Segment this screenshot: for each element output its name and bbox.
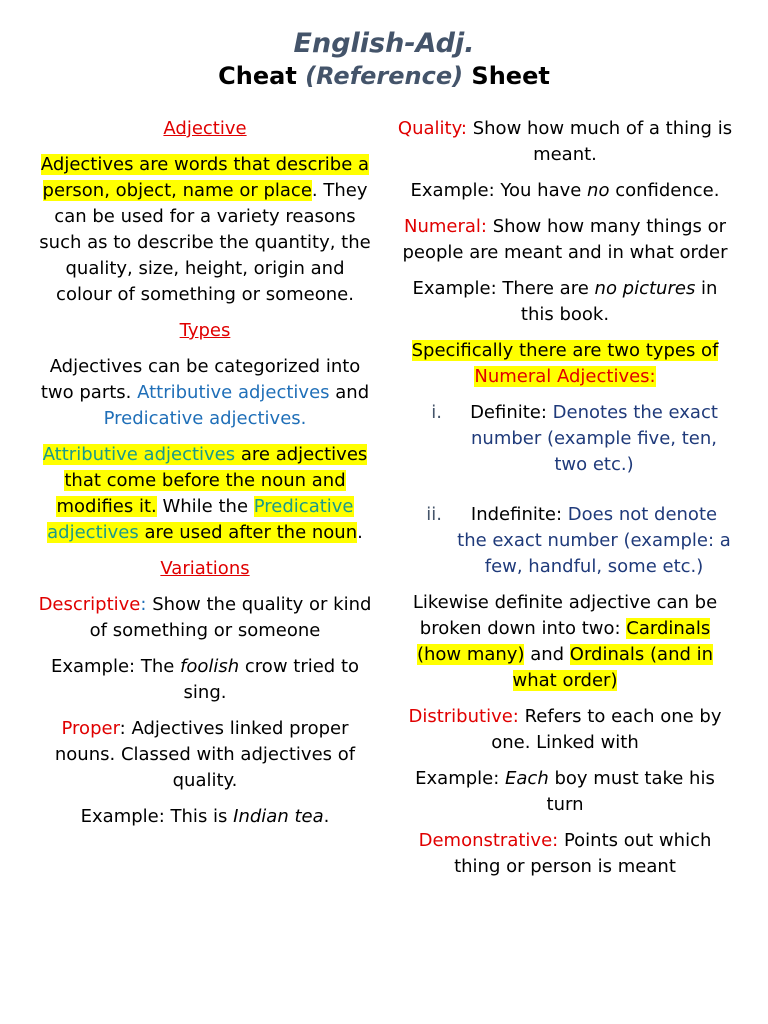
cardinals-highlight: Cardinals (how many)	[416, 618, 711, 665]
numeral-term: Numeral:	[403, 216, 487, 237]
right-column	[396, 116, 734, 890]
numeral-definition: Show how many things or people are meant and in what order	[402, 216, 728, 263]
distributive-example-b: boy must take his turn	[546, 768, 715, 815]
proper-definition: : Adjectives linked proper nouns. Classed with adjectives of quality.	[54, 718, 356, 791]
attributive-paragraph	[38, 442, 372, 546]
list-number: i.	[431, 402, 442, 423]
attributive-definition: are adjectives that come before the noun and modifies it.	[56, 444, 368, 517]
proper-paragraph	[38, 716, 372, 794]
proper-example-italic: Indian tea	[233, 806, 324, 827]
types-and: and	[329, 382, 370, 403]
list-label: Indefinite:	[470, 504, 568, 525]
predicative-definition: are used after the noun	[138, 522, 358, 543]
quality-example-b: confidence.	[609, 180, 720, 201]
list-description: Does not denote the exact number (example: a few, handful, some etc.)	[457, 504, 731, 577]
quality-paragraph	[396, 116, 734, 168]
descriptive-term: Descriptive	[38, 594, 141, 615]
numeral-example-b: in this book.	[520, 278, 718, 325]
proper-example	[38, 804, 372, 830]
predicative-term: Predicative adjectives	[103, 408, 301, 429]
subtitle-reference: (Reference)	[305, 62, 464, 90]
quality-example-a: Example: You have	[410, 180, 588, 201]
proper-example-a: Example: This is	[80, 806, 234, 827]
proper-example-b: .	[323, 806, 330, 827]
quality-example	[396, 178, 734, 204]
proper-term: Proper	[61, 718, 120, 739]
sheet-subtitle	[0, 60, 768, 92]
demonstrative-term: Demonstrative:	[418, 830, 559, 851]
adjective-heading: Adjective	[163, 118, 247, 139]
list-description: Denotes the exact number (example five, ten, two etc.)	[471, 402, 718, 475]
types-dot: .	[300, 408, 307, 429]
list-gap	[396, 488, 734, 502]
quality-definition: Show how much of a thing is meant.	[467, 118, 733, 165]
likewise-text: Likewise definite adjective can be broken down into two:	[412, 592, 718, 639]
ordinals-highlight: Ordinals (and in what order)	[512, 644, 714, 691]
specifically-paragraph	[396, 338, 734, 390]
demonstrative-definition: Points out which thing or person is meant	[454, 830, 712, 877]
adjective-definition	[38, 152, 372, 308]
descriptive-example	[38, 654, 372, 706]
distributive-example-a: Example:	[415, 768, 506, 789]
list-body	[454, 502, 734, 580]
list-item	[396, 502, 734, 580]
numeral-example-italic: no pictures	[594, 278, 696, 299]
left-column	[38, 116, 372, 840]
distributive-example-italic: Each	[505, 768, 549, 789]
descriptive-paragraph	[38, 592, 372, 644]
list-body	[454, 400, 734, 478]
descriptive-example-a: Example: The	[50, 656, 181, 677]
list-number: ii.	[426, 504, 442, 525]
adjective-definition-highlight: Adjectives are words that describe a person, object, name or place	[40, 154, 370, 201]
distributive-definition: Refers to each one by one. Linked with	[491, 706, 722, 753]
types-text: Adjectives can be categorized into two parts.	[40, 356, 361, 403]
subtitle-part-b: Sheet	[463, 62, 550, 90]
adjective-definition-rest: . They can be used for a variety reasons such as to describe the quantity, the quality, size, height, origin and colour of something or someone.	[39, 180, 371, 305]
quality-term: Quality:	[397, 118, 467, 139]
demonstrative-paragraph	[396, 828, 734, 880]
distributive-term: Distributive:	[408, 706, 519, 727]
types-paragraph	[38, 354, 372, 432]
numeral-example	[396, 276, 734, 328]
types-heading: Types	[179, 320, 231, 341]
sheet-title: English-Adj.	[293, 28, 475, 59]
quality-example-italic: no	[587, 180, 610, 201]
numeral-adjectives-term: Numeral Adjectives:	[474, 366, 656, 387]
distributive-example	[396, 766, 734, 818]
subtitle-part-a: Cheat	[218, 62, 306, 90]
list-item	[396, 400, 734, 478]
variations-heading: Variations	[160, 558, 250, 579]
descriptive-example-italic: foolish	[180, 656, 240, 677]
distributive-paragraph	[396, 704, 734, 756]
while-text: While the	[156, 496, 254, 517]
predicative-highlight-term: Predicative adjectives	[47, 496, 354, 543]
list-label: Definite:	[470, 402, 553, 423]
numeral-example-a: Example: There are	[412, 278, 595, 299]
descriptive-example-b: crow tried to sing.	[183, 656, 360, 703]
attributive-term: Attributive adjectives	[137, 382, 330, 403]
predicative-dot: .	[357, 522, 363, 543]
attributive-highlight-term: Attributive adjectives	[42, 444, 236, 465]
descriptive-definition: Show the quality or kind of something or someone	[89, 594, 372, 641]
descriptive-colon: :	[140, 594, 147, 615]
likewise-paragraph	[396, 590, 734, 694]
likewise-and: and	[524, 644, 570, 665]
specifically-text: Specifically there are two types of	[411, 340, 719, 361]
numeral-paragraph	[396, 214, 734, 266]
